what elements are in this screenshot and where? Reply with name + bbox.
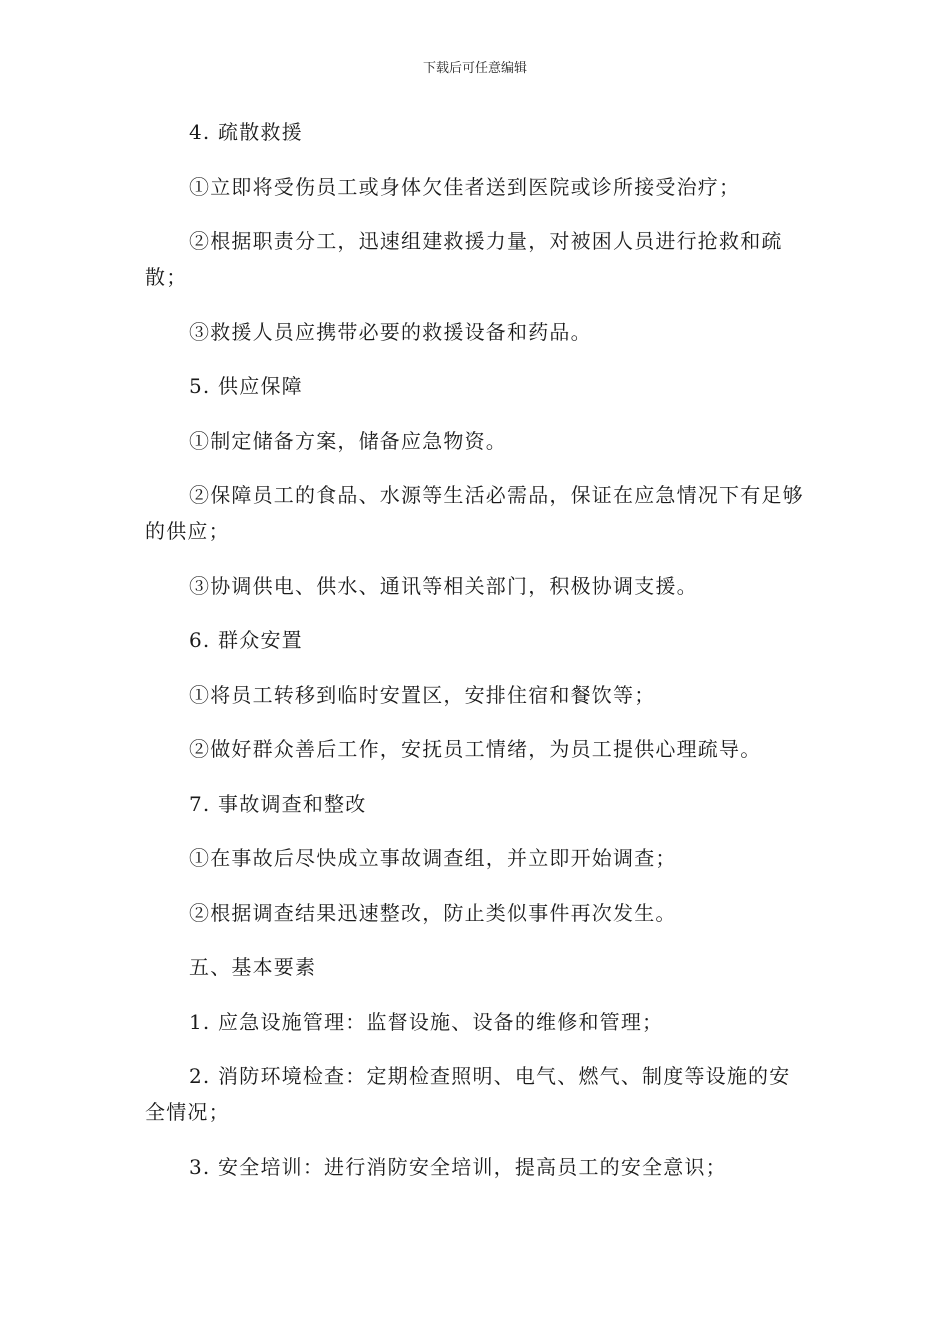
paragraph: ①在事故后尽快成立事故调查组，并立即开始调查；	[189, 846, 677, 870]
paragraph: 2. 消防环境检查：定期检查照明、电气、燃气、制度等设施的安全情况；	[145, 1064, 791, 1124]
section-heading-evacuation-rescue: 4. 疏散救援	[189, 120, 303, 144]
paragraph: 1. 应急设施管理：监督设施、设备的维修和管理；	[189, 1009, 664, 1034]
section-heading-investigation: 7. 事故调查和整改	[189, 791, 367, 816]
section-heading-resettlement: 6. 群众安置	[189, 628, 303, 652]
paragraph: ①制定储备方案，储备应急物资。	[189, 428, 507, 453]
paragraph: ①立即将受伤员工或身体欠佳者送到医院或诊所接受治疗；	[189, 174, 741, 199]
paragraph: ②保障员工的食品、水源等生活必需品，保证在应急情况下有足够的供应；	[145, 483, 804, 543]
paragraph: ③协调供电、供水、通讯等相关部门，积极协调支援。	[189, 573, 698, 598]
section-heading-supply-guarantee: 5. 供应保障	[189, 374, 303, 398]
chapter-heading-basic-elements: 五、基本要素	[189, 955, 317, 979]
paragraph: 3. 安全培训：进行消防安全培训，提高员工的安全意识；	[189, 1154, 727, 1179]
paragraph: ②根据职责分工，迅速组建救援力量，对被困人员进行抢救和疏散；	[145, 229, 783, 289]
paragraph: ②根据调查结果迅速整改，防止类似事件再次发生。	[189, 900, 677, 925]
page-header-note: 下载后可任意编辑	[422, 61, 527, 76]
paragraph: ①将员工转移到临时安置区，安排住宿和餐饮等；	[189, 682, 656, 707]
document-body	[145, 114, 805, 1203]
paragraph: ③救援人员应携带必要的救援设备和药品。	[189, 319, 592, 344]
paragraph: ②做好群众善后工作，安抚员工情绪，为员工提供心理疏导。	[189, 737, 762, 761]
